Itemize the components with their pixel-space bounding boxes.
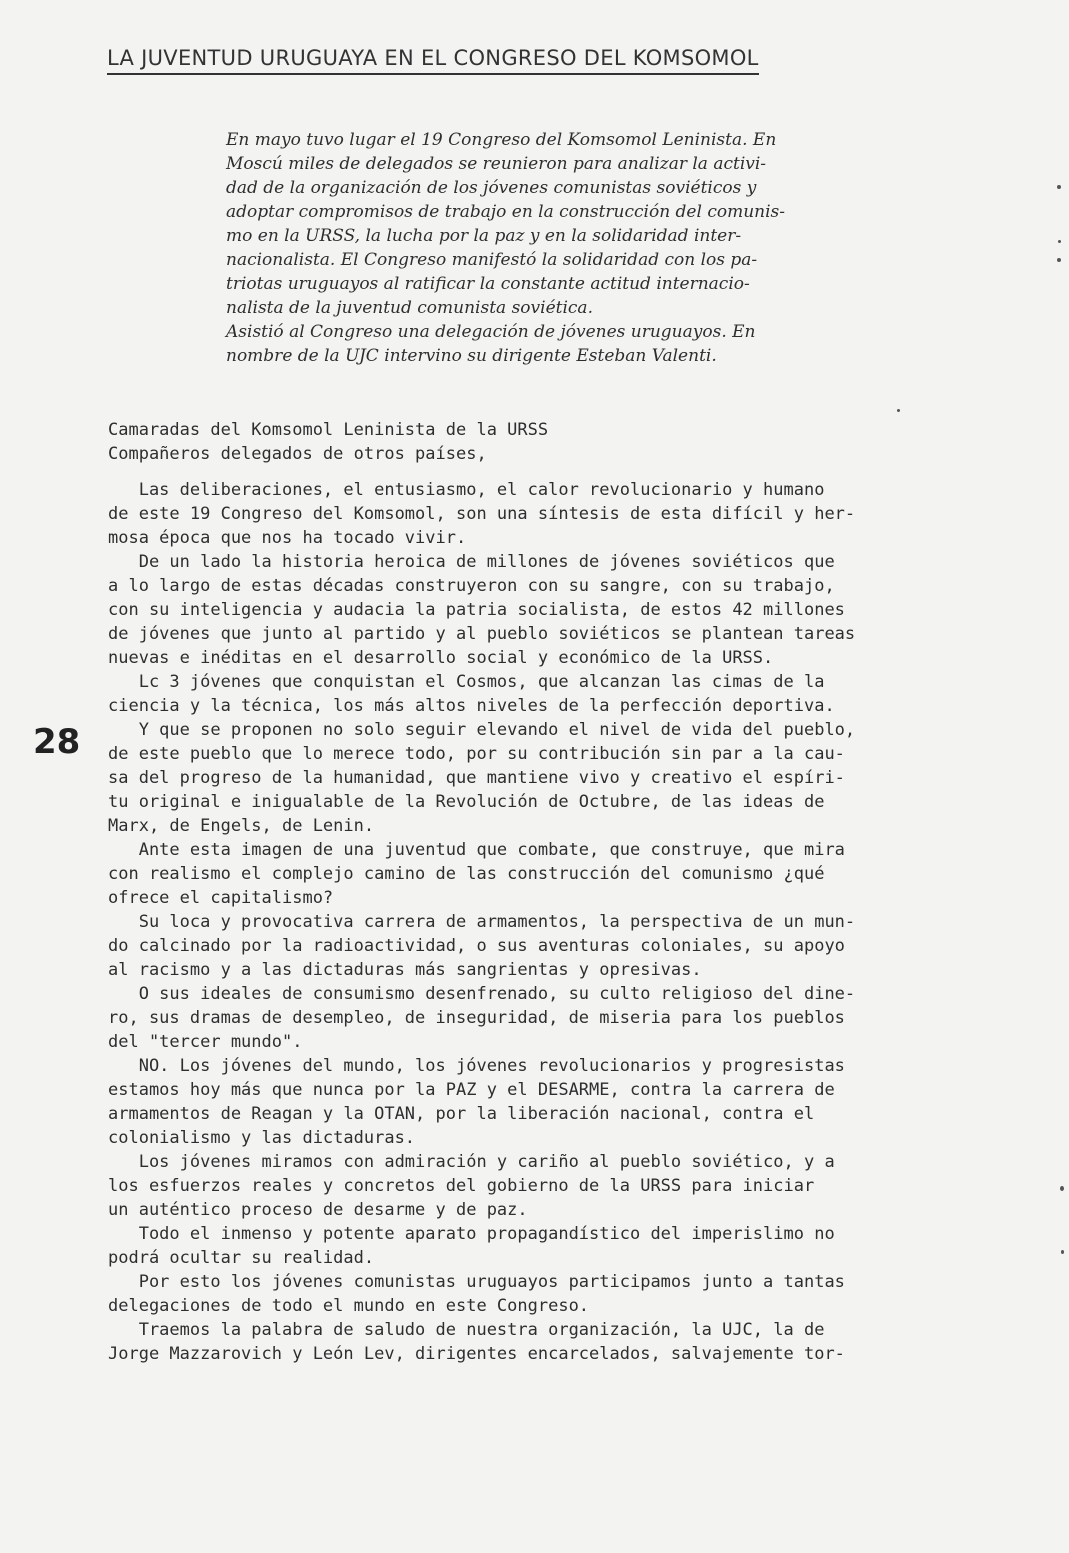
intro-paragraph — [226, 128, 986, 368]
body-line: ro, sus dramas de desempleo, de inseguridad, de miseria para los pueblos — [108, 1008, 845, 1028]
body-line: Su loca y provocativa carrera de armamentos, la perspectiva de un mun- — [108, 912, 856, 932]
body-line: Todo el inmenso y potente aparato propagandístico del imperislimo no — [108, 1224, 835, 1244]
body-line: de este pueblo que lo merece todo, por su contribución sin par a la cau- — [108, 744, 845, 764]
body-line: de este 19 Congreso del Komsomol, son una síntesis de esta difícil y her- — [108, 504, 856, 524]
body-line: sa del progreso de la humanidad, que mantiene vivo y creativo el espíri- — [108, 768, 845, 788]
body-line: NO. Los jóvenes del mundo, los jóvenes revolucionarios y progresistas — [108, 1056, 845, 1076]
scan-speck — [1057, 185, 1061, 189]
intro-line: nacionalista. El Congreso manifestó la solidaridad con los pa- — [226, 250, 758, 270]
intro-line: dad de la organización de los jóvenes comunistas soviéticos y — [226, 178, 757, 198]
body-line: del "tercer mundo". — [108, 1032, 303, 1052]
speech-body — [108, 478, 988, 1366]
body-line: Jorge Mazzarovich y León Lev, dirigentes encarcelados, salvajemente tor- — [108, 1344, 845, 1364]
body-line: Lc 3 jóvenes que conquistan el Cosmos, que alcanzan las cimas de la — [108, 672, 825, 692]
scan-speck — [897, 409, 900, 412]
body-line: de jóvenes que junto al partido y al pueblo soviéticos se plantean tareas — [108, 624, 856, 644]
body-line: un auténtico proceso de desarme y de paz. — [108, 1200, 528, 1220]
page-number: 28 — [33, 722, 81, 762]
body-line: Traemos la palabra de saludo de nuestra organización, la UJC, la de — [108, 1320, 825, 1340]
body-line: delegaciones de todo el mundo en este Congreso. — [108, 1296, 590, 1316]
body-line: De un lado la historia heroica de millones de jóvenes soviéticos que — [108, 552, 835, 572]
body-line: Por esto los jóvenes comunistas uruguayos participamos junto a tantas — [108, 1272, 845, 1292]
scan-speck — [1058, 240, 1061, 243]
body-line: podrá ocultar su realidad. — [108, 1248, 375, 1268]
intro-line: En mayo tuvo lugar el 19 Congreso del Komsomol Leninista. En — [226, 130, 777, 150]
scan-speck — [1060, 1186, 1064, 1191]
scan-speck — [1061, 1250, 1064, 1254]
scan-speck — [1057, 258, 1061, 262]
body-line: a lo largo de estas décadas construyeron con su sangre, con su trabajo, — [108, 576, 835, 596]
page-title: LA JUVENTUD URUGUAYA EN EL CONGRESO DEL KOMSOMOL — [107, 46, 759, 75]
intro-line: Asistió al Congreso una delegación de jóvenes uruguayos. En — [226, 322, 756, 342]
body-line: con realismo el complejo camino de las construcción del comunismo ¿qué — [108, 864, 825, 884]
body-line: Las deliberaciones, el entusiasmo, el calor revolucionario y humano — [108, 480, 825, 500]
body-line: Marx, de Engels, de Lenin. — [108, 816, 375, 836]
salutation-line: Compañeros delegados de otros países, — [108, 444, 487, 464]
intro-line: Moscú miles de delegados se reunieron para analizar la activi- — [226, 154, 767, 174]
body-line: al racismo y a las dictaduras más sangrientas y opresivas. — [108, 960, 702, 980]
salutation-line: Camaradas del Komsomol Leninista de la URSS — [108, 420, 549, 440]
body-line: los esfuerzos reales y concretos del gobierno de la URSS para iniciar — [108, 1176, 815, 1196]
body-line: con su inteligencia y audacia la patria socialista, de estos 42 millones — [108, 600, 845, 620]
body-line: ciencia y la técnica, los más altos niveles de la perfección deportiva. — [108, 696, 835, 716]
body-line: nuevas e inéditas en el desarrollo social y económico de la URSS. — [108, 648, 774, 668]
body-line: Ante esta imagen de una juventud que combate, que construye, que mira — [108, 840, 845, 860]
body-line: Y que se proponen no solo seguir elevando el nivel de vida del pueblo, — [108, 720, 856, 740]
body-line: armamentos de Reagan y la OTAN, por la liberación nacional, contra el — [108, 1104, 815, 1124]
intro-line: nalista de la juventud comunista soviética. — [226, 298, 593, 318]
body-line: Los jóvenes miramos con admiración y cariño al pueblo soviético, y a — [108, 1152, 835, 1172]
body-line: ofrece el capitalismo? — [108, 888, 334, 908]
body-line: colonialismo y las dictaduras. — [108, 1128, 416, 1148]
intro-line: nombre de la UJC intervino su dirigente Esteban Valenti. — [226, 346, 717, 366]
body-line: estamos hoy más que nunca por la PAZ y el DESARME, contra la carrera de — [108, 1080, 835, 1100]
intro-line: adoptar compromisos de trabajo en la construcción del comunis- — [226, 202, 786, 222]
body-line: do calcinado por la radioactividad, o sus aventuras coloniales, su apoyo — [108, 936, 845, 956]
body-line: O sus ideales de consumismo desenfrenado, su culto religioso del dine- — [108, 984, 856, 1004]
body-line: mosa época que nos ha tocado vivir. — [108, 528, 467, 548]
body-line: tu original e inigualable de la Revolución de Octubre, de las ideas de — [108, 792, 825, 812]
intro-line: mo en la URSS, la lucha por la paz y en la solidaridad inter- — [226, 226, 742, 246]
salutation — [108, 418, 548, 466]
intro-line: triotas uruguayos al ratificar la constante actitud internacio- — [226, 274, 750, 294]
